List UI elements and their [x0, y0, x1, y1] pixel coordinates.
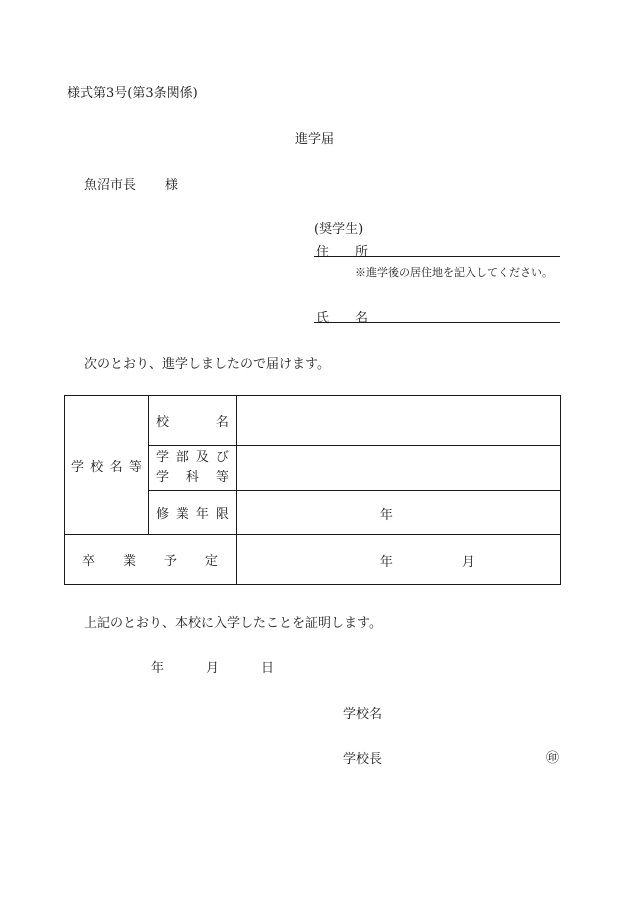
seal-mark: ㊞ [546, 751, 560, 766]
study-period-year-unit: 年 [379, 508, 393, 523]
form-number: 様式第3号(第3条関係) [67, 86, 198, 101]
applicant-section-label: (奨学生) [314, 222, 364, 237]
date-year-unit: 年 [151, 661, 165, 676]
school-name-value-cell[interactable] [236, 396, 560, 446]
document-title: 進学届 [295, 132, 335, 147]
school-name-label: 学校名 [343, 707, 383, 722]
date-month-unit: 月 [206, 661, 220, 676]
study-period-label-cell: 修 業 年 限 [148, 491, 236, 535]
principal-label: 学校長 [343, 752, 383, 767]
study-period-value-cell[interactable] [236, 491, 560, 535]
graduation-label-cell: 卒 業 予 定 [65, 535, 237, 585]
address-note: ※進学後の居住地を記入してください。 [355, 266, 553, 279]
addressee-name: 魚沼市長 [84, 178, 137, 193]
faculty-value-cell[interactable] [236, 446, 560, 491]
addressee-honorific: 様 [165, 178, 179, 193]
certification-text: 上記のとおり、本校に入学したことを証明します。 [84, 616, 382, 631]
name-label: 氏 名 [316, 311, 368, 326]
graduation-value-cell[interactable] [236, 535, 560, 585]
name-field[interactable] [314, 322, 560, 323]
school-group-label-cell: 学 校 名 等 [65, 396, 149, 535]
graduation-month-unit: 月 [461, 555, 475, 570]
date-day-unit: 日 [261, 661, 275, 676]
school-name-label-cell: 校 名 [148, 396, 236, 446]
statement-text: 次のとおり、進学しましたので届けます。 [84, 357, 330, 372]
address-field[interactable] [314, 256, 560, 257]
school-info-table [64, 395, 561, 585]
faculty-label-cell: 学 部 及 び 学 科 等 [148, 446, 236, 491]
address-label: 住 所 [316, 245, 368, 260]
graduation-year-unit: 年 [379, 555, 393, 570]
